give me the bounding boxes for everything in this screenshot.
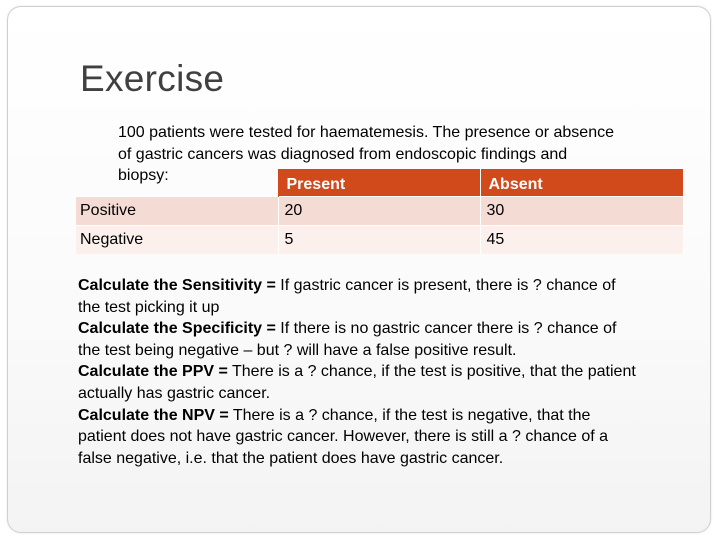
row-label-positive: Positive (76, 197, 278, 226)
header-blank-cell (76, 169, 278, 197)
results-table (76, 169, 684, 254)
question-ppv (78, 361, 638, 404)
table-row (76, 226, 683, 255)
question-label: Calculate the Specificity = (78, 320, 276, 338)
question-npv (78, 405, 638, 470)
table-row (76, 197, 683, 226)
cell-negative-absent: 45 (480, 226, 683, 255)
slide-title: Exercise (80, 58, 225, 99)
row-label-negative: Negative (76, 226, 278, 255)
table-header-row (76, 169, 683, 197)
intro-paragraph: 100 patients were tested for haematemesis. The presence or absence of gastric cancers was diagnosed from endoscopic findings and biopsy: (118, 124, 614, 184)
question-specificity (78, 318, 638, 361)
question-sensitivity (78, 275, 638, 318)
cell-positive-present: 20 (278, 197, 480, 226)
question-text: If there is no gastric cancer there is ? chance of the test being negative – but ? will have a false positive result. (78, 320, 617, 359)
question-label: Calculate the PPV = (78, 363, 228, 381)
question-label: Calculate the Sensitivity = (78, 277, 276, 294)
question-label: Calculate the NPV = (78, 406, 229, 424)
questions-block (78, 275, 638, 469)
question-text: If gastric cancer is present, there is ? chance of the test picking it up (78, 277, 616, 316)
header-present: Present (278, 169, 480, 197)
question-text: There is a ? chance, if the test is negative, that the patient does not have gastric cancer. However, there is still a ? chance of a false negative, i.e. that the patient does have gastric cancer. (78, 406, 609, 467)
header-absent: Absent (480, 169, 683, 197)
cell-positive-absent: 30 (480, 197, 683, 226)
question-text: There is a ? chance, if the test is positive, that the patient actually has gastric cancer. (78, 363, 636, 402)
cell-negative-present: 5 (278, 226, 480, 255)
